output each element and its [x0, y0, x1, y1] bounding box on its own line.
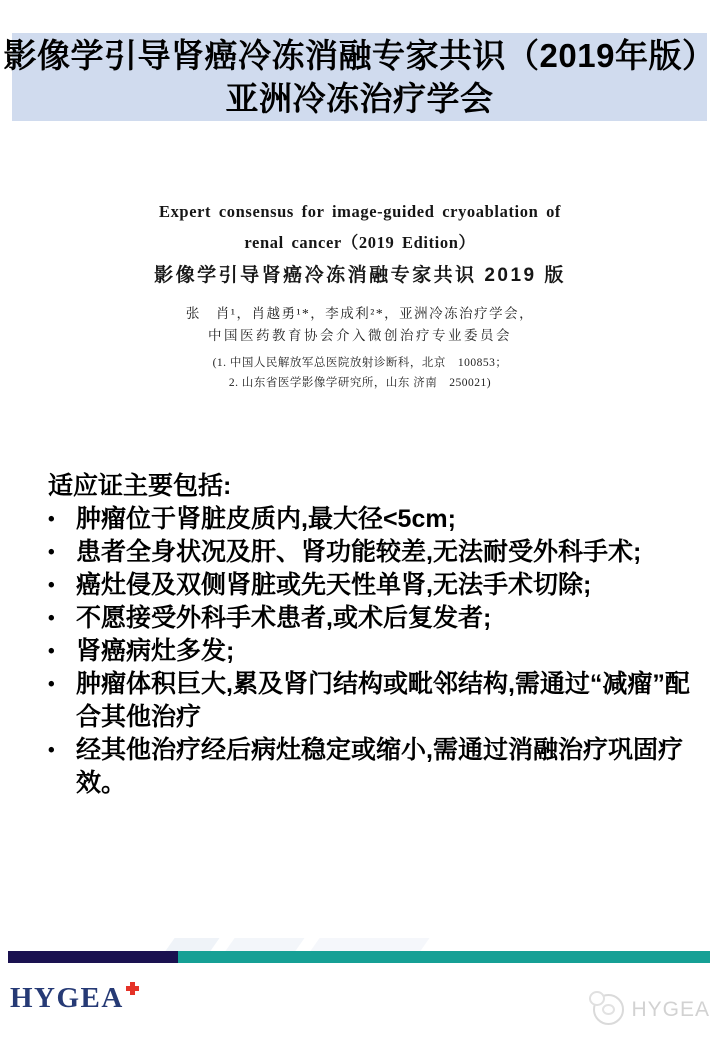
- list-item: [48, 569, 710, 602]
- list-item: [48, 635, 710, 668]
- slide-title-line1: 影像学引导肾癌冷冻消融专家共识（2019年版）: [3, 37, 716, 74]
- bullet-icon: •: [48, 740, 55, 761]
- footer-bar-teal-segment: [178, 951, 710, 963]
- hygea-logo: [10, 982, 139, 1015]
- paper-title-english-line1: Expert consensus for image-guided cryoablation of: [158, 202, 562, 221]
- indications-list: [48, 470, 710, 800]
- hygea-watermark: [593, 994, 710, 1025]
- bullet-icon: •: [48, 575, 55, 596]
- list-item: [48, 536, 710, 569]
- list-item-text: 肿瘤体积巨大,累及肾门结构或毗邻结构,需通过“减瘤”配合其他治疗: [76, 670, 690, 731]
- paper-affiliation-line1: (1. 中国人民解放军总医院放射诊断科，北京 100853；: [212, 357, 508, 369]
- list-item-text: 不愿接受外科手术患者,或术后复发者;: [76, 604, 492, 632]
- list-item: [48, 668, 710, 734]
- list-item: [48, 503, 710, 536]
- list-item-text: 肾癌病灶多发;: [76, 637, 235, 665]
- paper-title-chinese: 影像学引导肾癌冷冻消融专家共识 2019 版: [154, 265, 566, 286]
- paper-title-english-line2: renal cancer（2019 Edition）: [244, 233, 476, 252]
- bullet-icon: •: [48, 674, 55, 695]
- slide-title-line2: 亚洲冷冻治疗学会: [225, 80, 494, 117]
- hygea-emblem-icon: [593, 994, 624, 1025]
- list-item: [48, 734, 710, 800]
- bullet-icon: •: [48, 641, 55, 662]
- list-item-text: 癌灶侵及双侧肾脏或先天性单肾,无法手术切除;: [76, 571, 592, 599]
- footer-ghost-artifact: [170, 938, 370, 951]
- watermark-text: HYGEA: [631, 997, 710, 1021]
- footer-bar-navy-segment: [8, 951, 178, 963]
- slide-title-bar: [3, 33, 716, 121]
- bullet-icon: •: [48, 608, 55, 629]
- paper-authors-line2: 中国医药教育协会介入微创治疗专业委员会: [208, 328, 512, 343]
- paper-authors-line1: 张 肖¹，肖越勇¹*，李成利²*，亚洲冷冻治疗学会，: [185, 306, 535, 321]
- list-item-text: 患者全身状况及肝、肾功能较差,无法耐受外科手术;: [76, 538, 642, 566]
- indications-heading: 适应证主要包括:: [48, 472, 232, 500]
- paper-affiliation-line2: 2. 山东省医学影像学研究所，山东 济南 250021): [228, 377, 492, 389]
- bullet-icon: •: [48, 509, 55, 530]
- list-item-text: 经其他治疗经后病灶稳定或缩小,需通过消融治疗巩固疗效。: [76, 736, 683, 797]
- logo-cross-icon: [126, 982, 139, 995]
- bullet-icon: •: [48, 542, 55, 563]
- paper-title-block: [0, 196, 720, 393]
- hygea-logo-text: HYGEA: [10, 982, 124, 1014]
- list-item: [48, 602, 710, 635]
- list-item-text: 肿瘤位于肾脏皮质内,最大径<5cm;: [76, 505, 456, 533]
